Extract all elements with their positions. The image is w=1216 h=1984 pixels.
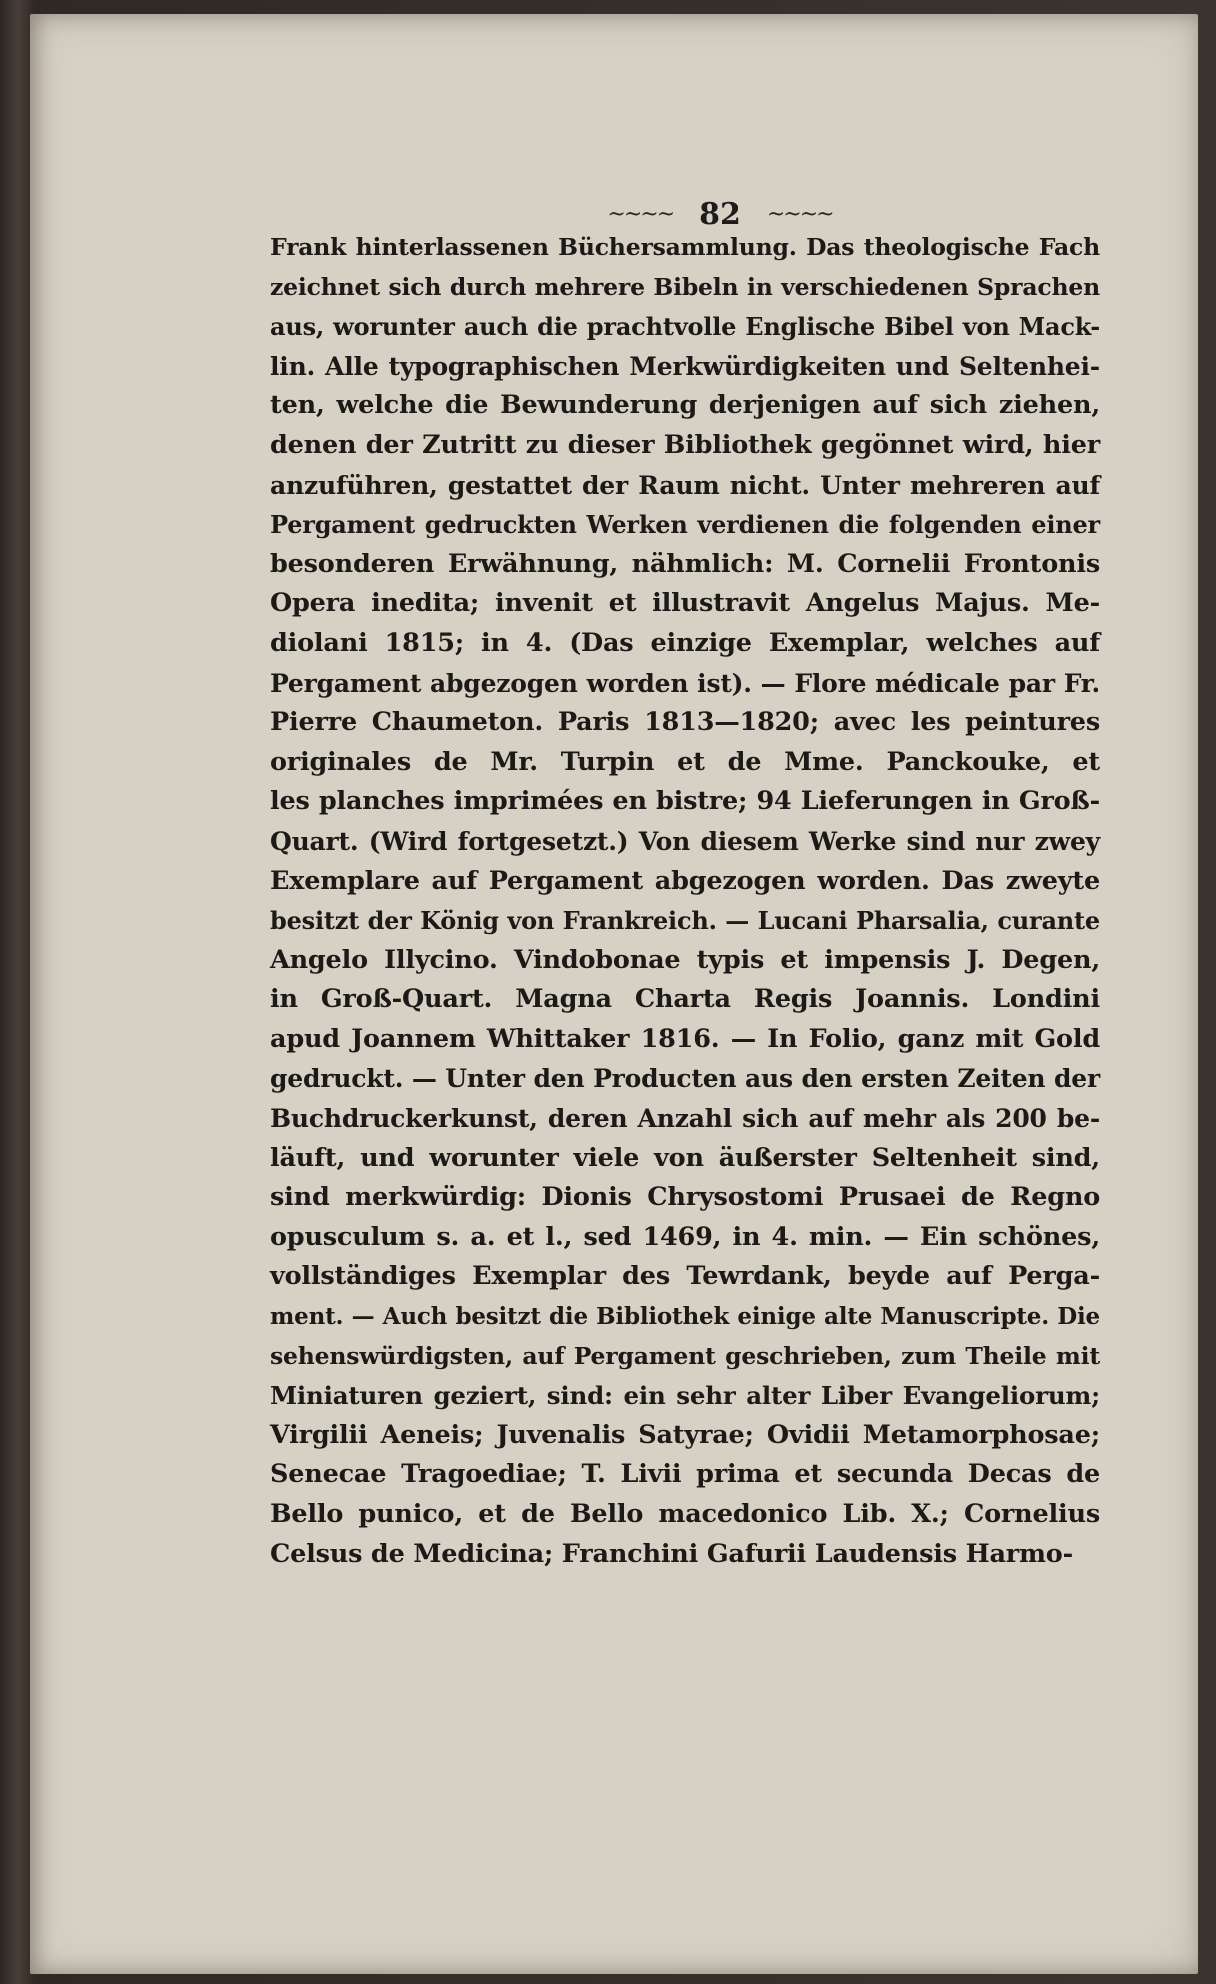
text-line: apud Joannem Whittaker 1816. — In Folio, ganz mit Gold xyxy=(270,1023,1100,1054)
text-line: zeichnet sich durch mehrere Bibeln in verschiedenen Sprachen xyxy=(270,272,1100,301)
body-text xyxy=(270,228,1100,1574)
text-line: in Groß-Quart. Magna Charta Regis Joannis. Londini xyxy=(270,984,1100,1015)
header-ornament-left: ~~~~ xyxy=(607,201,674,227)
text-line: vollständiges Exemplar des Tewrdank, beyde auf Perga- xyxy=(270,1261,1100,1292)
text-line: les planches imprimées en bistre; 94 Lieferungen in Groß- xyxy=(270,786,1100,817)
text-line: sehenswürdigsten, auf Pergament geschrieben, zum Theile mit xyxy=(270,1341,1100,1370)
text-line: opusculum s. a. et l., sed 1469, in 4. min. — Ein schönes, xyxy=(270,1221,1100,1252)
text-line: originales de Mr. Turpin et de Mme. Panckouke, et xyxy=(270,746,1100,777)
text-line: gedruckt. — Unter den Producten aus den ersten Zeiten der xyxy=(270,1064,1100,1094)
text-line: anzuführen, gestattet der Raum nicht. Unter mehreren auf xyxy=(270,470,1100,500)
text-line: Frank hinterlassenen Büchersammlung. Das theologische Fach xyxy=(270,233,1100,261)
text-line: Celsus de Medicina; Franchini Gafurii Laudensis Harmo- xyxy=(270,1538,1073,1569)
header-ornament-right: ~~~~ xyxy=(766,201,833,227)
text-line: Pergament abgezogen worden ist). — Flore médicale par Fr. xyxy=(270,668,1100,698)
text-line: Opera inedita; invenit et illustravit Angelus Majus. Me- xyxy=(270,588,1100,619)
text-line: Bello punico, et de Bello macedonico Lib. X.; Cornelius xyxy=(270,1499,1100,1529)
text-line: Pierre Chaumeton. Paris 1813—1820; avec les peintures xyxy=(270,707,1100,738)
text-line: Pergament gedruckten Werken verdienen die folgenden einer xyxy=(270,510,1100,540)
text-line: Angelo Illycino. Vindobonae typis et impensis J. Degen, xyxy=(270,944,1100,975)
text-line: denen der Zutritt zu dieser Bibliothek gegönnet wird, hier xyxy=(270,429,1100,460)
text-line: sind merkwürdig: Dionis Chrysostomi Prusaei de Regno xyxy=(270,1182,1100,1213)
text-line: läuft, und worunter viele von äußerster Seltenheit sind, xyxy=(270,1142,1100,1173)
text-line: diolani 1815; in 4. (Das einzige Exemplar, welches auf xyxy=(270,627,1100,658)
text-line: besitzt der König von Frankreich. — Lucani Pharsalia, curante xyxy=(270,906,1100,936)
text-line: ment. — Auch besitzt die Bibliothek einige alte Manuscripte. Die xyxy=(270,1303,1100,1331)
text-line: Senecae Tragoediae; T. Livii prima et secunda Decas de xyxy=(270,1459,1100,1490)
text-line: Virgilii Aeneis; Juvenalis Satyrae; Ovidii Metamorphosae; xyxy=(270,1419,1100,1450)
page-number: 82 xyxy=(699,196,741,232)
text-line: besonderen Erwähnung, nähmlich: M. Cornelii Frontonis xyxy=(270,548,1100,579)
text-line: aus, worunter auch die prachtvolle Englische Bibel von Mack- xyxy=(270,312,1100,342)
text-line: Buchdruckerkunst, deren Anzahl sich auf mehr als 200 be- xyxy=(270,1104,1100,1134)
text-line: ten, welche die Bewunderung derjenigen auf sich ziehen, xyxy=(270,390,1100,421)
text-line: Miniaturen geziert, sind: ein sehr alter Liber Evangeliorum; xyxy=(270,1381,1100,1411)
text-line: Quart. (Wird fortgesetzt.) Von diesem Werke sind nur zwey xyxy=(270,826,1100,856)
text-line: lin. Alle typographischen Merkwürdigkeiten und Seltenhei- xyxy=(270,351,1100,381)
text-line: Exemplare auf Pergament abgezogen worden. Das zweyte xyxy=(270,865,1100,896)
